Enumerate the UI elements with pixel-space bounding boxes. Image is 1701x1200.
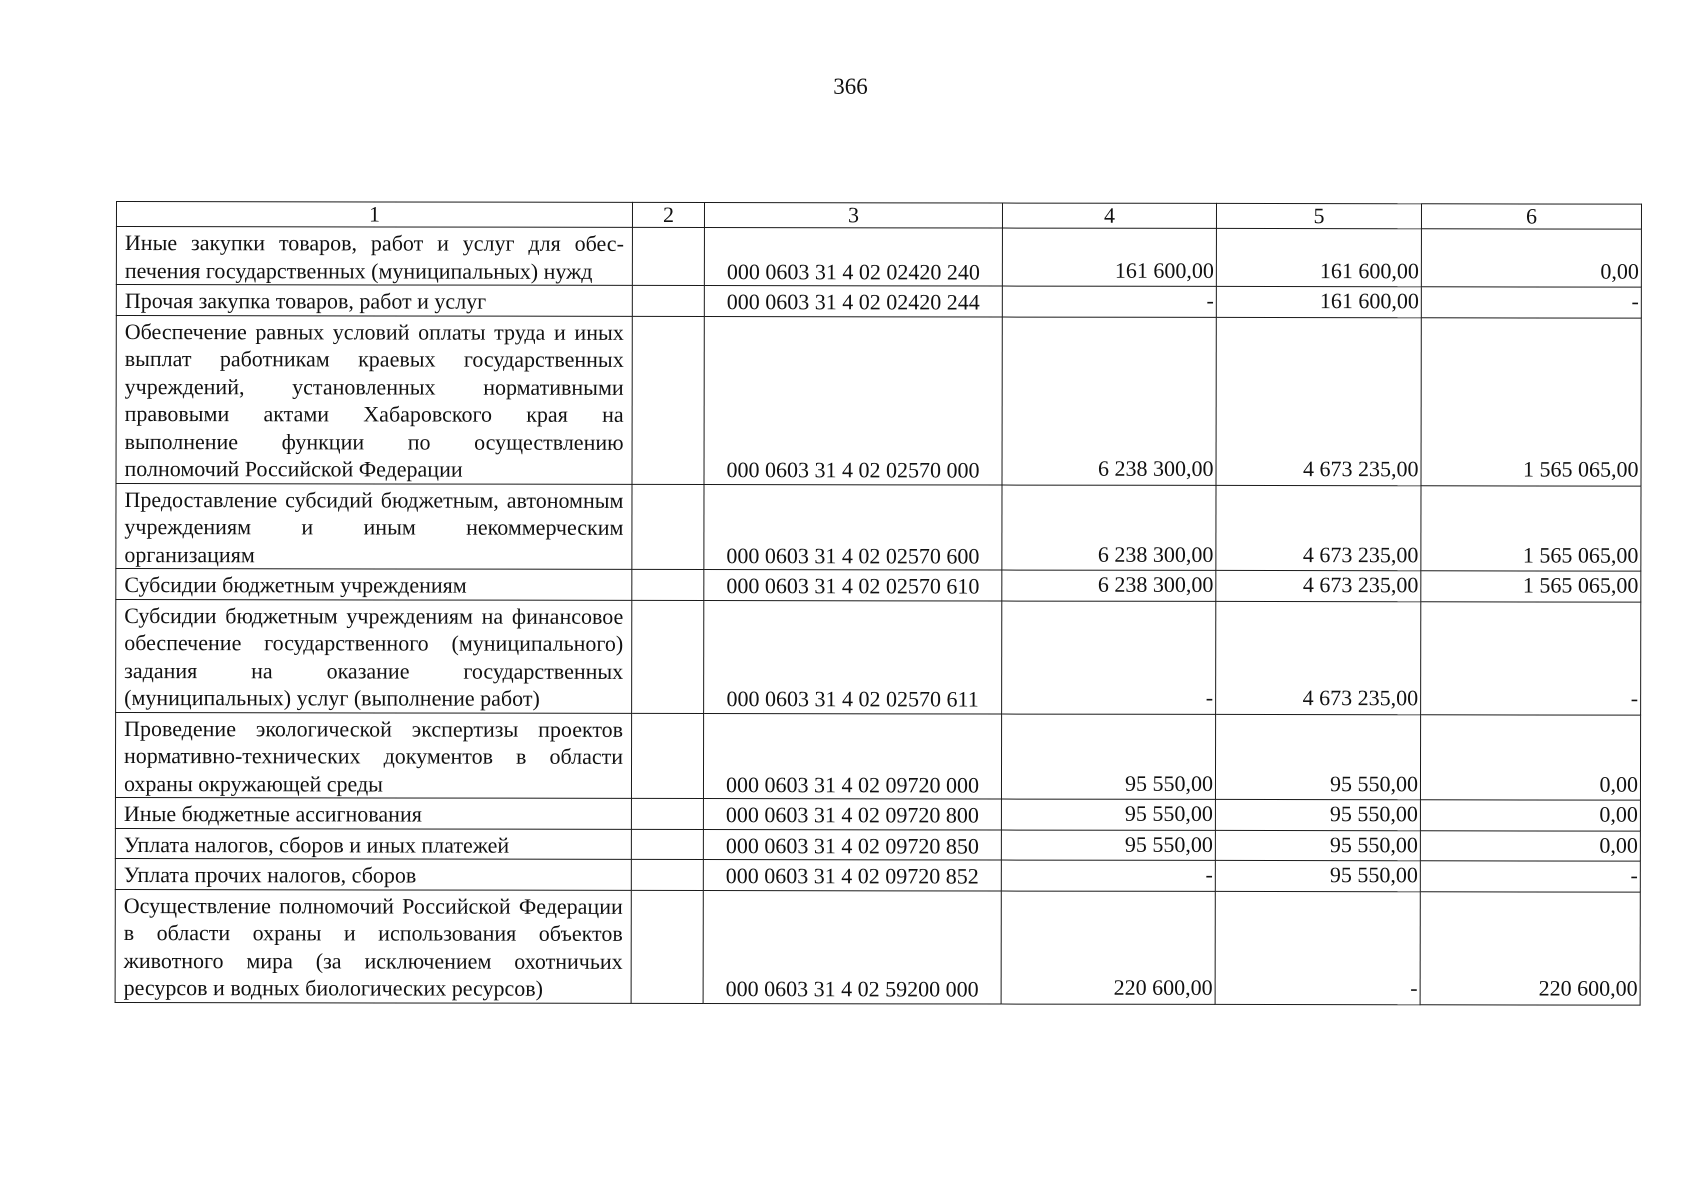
table-row <box>115 797 1640 830</box>
row-col4: 6 238 300,00 <box>1002 485 1216 571</box>
row-name: Прочая закупка товаров, работ и услуг <box>116 285 632 316</box>
header-col-3: 3 <box>704 203 1002 229</box>
row-col2 <box>631 713 703 799</box>
row-col5: 95 550,00 <box>1215 799 1420 830</box>
row-col4: 220 600,00 <box>1001 891 1215 1004</box>
row-col4: 161 600,00 <box>1002 228 1216 286</box>
header-col-5: 5 <box>1216 203 1421 228</box>
row-col2 <box>632 569 704 600</box>
row-col5: 95 550,00 <box>1215 860 1420 891</box>
row-code: 000 0603 31 4 02 02420 244 <box>704 286 1002 317</box>
row-col6: - <box>1421 601 1641 714</box>
table-row <box>116 599 1641 715</box>
row-col2 <box>632 600 704 713</box>
row-col4: 95 550,00 <box>1001 830 1215 861</box>
row-name: Субсидии бюджетным учреждениям <box>116 569 632 600</box>
row-name: Иные закупки товаров, работ и услуг для обеспечения государственных (муниципальных) нужд <box>116 227 632 286</box>
row-col2 <box>632 227 704 285</box>
row-name: Предоставление субсидий бюджетным, автономным учреждениям и иным некоммерческим организациям <box>116 483 632 569</box>
row-col6: 0,00 <box>1421 229 1641 287</box>
table-body <box>115 227 1641 1005</box>
row-code: 000 0603 31 4 02 09720 850 <box>703 829 1001 860</box>
row-code: 000 0603 31 4 02 02570 611 <box>704 600 1002 714</box>
row-code: 000 0603 31 4 02 02420 240 <box>704 228 1002 287</box>
row-col2 <box>631 798 703 829</box>
row-name: Осуществление полномочий Российской Федерации в области охраны и использования объектов животного мира (за исключением охотничьих ресурсов и водных биологических ресурсов) <box>115 889 631 1003</box>
row-col2 <box>632 484 704 570</box>
row-col6: 1 565 065,00 <box>1421 485 1641 571</box>
row-name: Проведение экологической экспертизы проектов нормативно-технических документов в области охраны окружающей среды <box>115 712 631 798</box>
row-code: 000 0603 31 4 02 02570 600 <box>704 484 1002 570</box>
row-col4: 6 238 300,00 <box>1002 570 1216 601</box>
row-col2 <box>632 316 704 484</box>
row-col5: 4 673 235,00 <box>1216 601 1421 714</box>
table-row <box>116 483 1641 571</box>
row-col6: 0,00 <box>1420 830 1640 861</box>
row-col2 <box>631 829 703 860</box>
row-col5: 4 673 235,00 <box>1216 317 1421 485</box>
row-code: 000 0603 31 4 02 09720 000 <box>703 713 1001 799</box>
row-col5: 4 673 235,00 <box>1216 570 1421 601</box>
row-col5: 4 673 235,00 <box>1216 485 1421 571</box>
table-row <box>115 858 1640 891</box>
row-col4: - <box>1002 601 1216 714</box>
page-number: 366 <box>833 74 868 99</box>
table-row <box>115 828 1640 861</box>
row-col2 <box>632 285 704 316</box>
row-col6: - <box>1420 861 1640 892</box>
row-col4: 95 550,00 <box>1001 799 1215 830</box>
row-code: 000 0603 31 4 02 09720 800 <box>703 799 1001 830</box>
row-col6: 0,00 <box>1420 800 1640 831</box>
row-col4: - <box>1002 286 1216 317</box>
row-name: Обеспечение равных условий оплаты труда и иных выплат работникам краевых государственных учреждений, установленных нормативными правовыми актами Хабаровского края на выполнение функции по осуществлению полномочий Российской Федерации <box>116 315 632 484</box>
row-code: 000 0603 31 4 02 59200 000 <box>703 890 1001 1004</box>
table-row <box>116 315 1641 486</box>
row-name: Субсидии бюджетным учреждениям на финансовое обеспечение государственного (муниципального) задания на оказание государственных (муниципальных) услуг (выполнение работ) <box>116 599 632 713</box>
row-col6: 0,00 <box>1420 714 1640 800</box>
row-col4: - <box>1001 860 1215 891</box>
row-col5: - <box>1215 891 1420 1004</box>
row-col4: 95 550,00 <box>1001 714 1215 800</box>
row-code: 000 0603 31 4 02 09720 852 <box>703 860 1001 891</box>
header-row <box>116 202 1641 230</box>
row-col6: 1 565 065,00 <box>1421 317 1641 485</box>
row-col6: - <box>1421 287 1641 318</box>
row-col5: 161 600,00 <box>1216 286 1421 317</box>
row-code: 000 0603 31 4 02 02570 000 <box>704 316 1002 485</box>
table-row <box>116 285 1641 318</box>
row-code: 000 0603 31 4 02 02570 610 <box>704 570 1002 601</box>
row-name: Уплата налогов, сборов и иных платежей <box>115 828 631 859</box>
row-col5: 95 550,00 <box>1215 830 1420 861</box>
row-col4: 6 238 300,00 <box>1002 317 1216 485</box>
table-header <box>116 202 1641 230</box>
row-col6: 1 565 065,00 <box>1421 571 1641 602</box>
row-col5: 161 600,00 <box>1216 228 1421 286</box>
table-row <box>115 889 1640 1005</box>
header-col-2: 2 <box>632 202 704 227</box>
row-col5: 95 550,00 <box>1215 714 1420 800</box>
budget-table <box>115 201 1642 1005</box>
table-row <box>115 712 1640 800</box>
row-name: Иные бюджетные ассигнования <box>115 797 631 828</box>
row-col6: 220 600,00 <box>1420 891 1640 1004</box>
row-name: Уплата прочих налогов, сборов <box>115 858 631 889</box>
header-col-6: 6 <box>1421 204 1641 229</box>
table-row <box>116 227 1641 288</box>
row-col2 <box>631 890 703 1003</box>
table-row <box>116 569 1641 602</box>
header-col-1: 1 <box>116 202 632 228</box>
header-col-4: 4 <box>1002 203 1216 228</box>
row-col2 <box>631 859 703 890</box>
